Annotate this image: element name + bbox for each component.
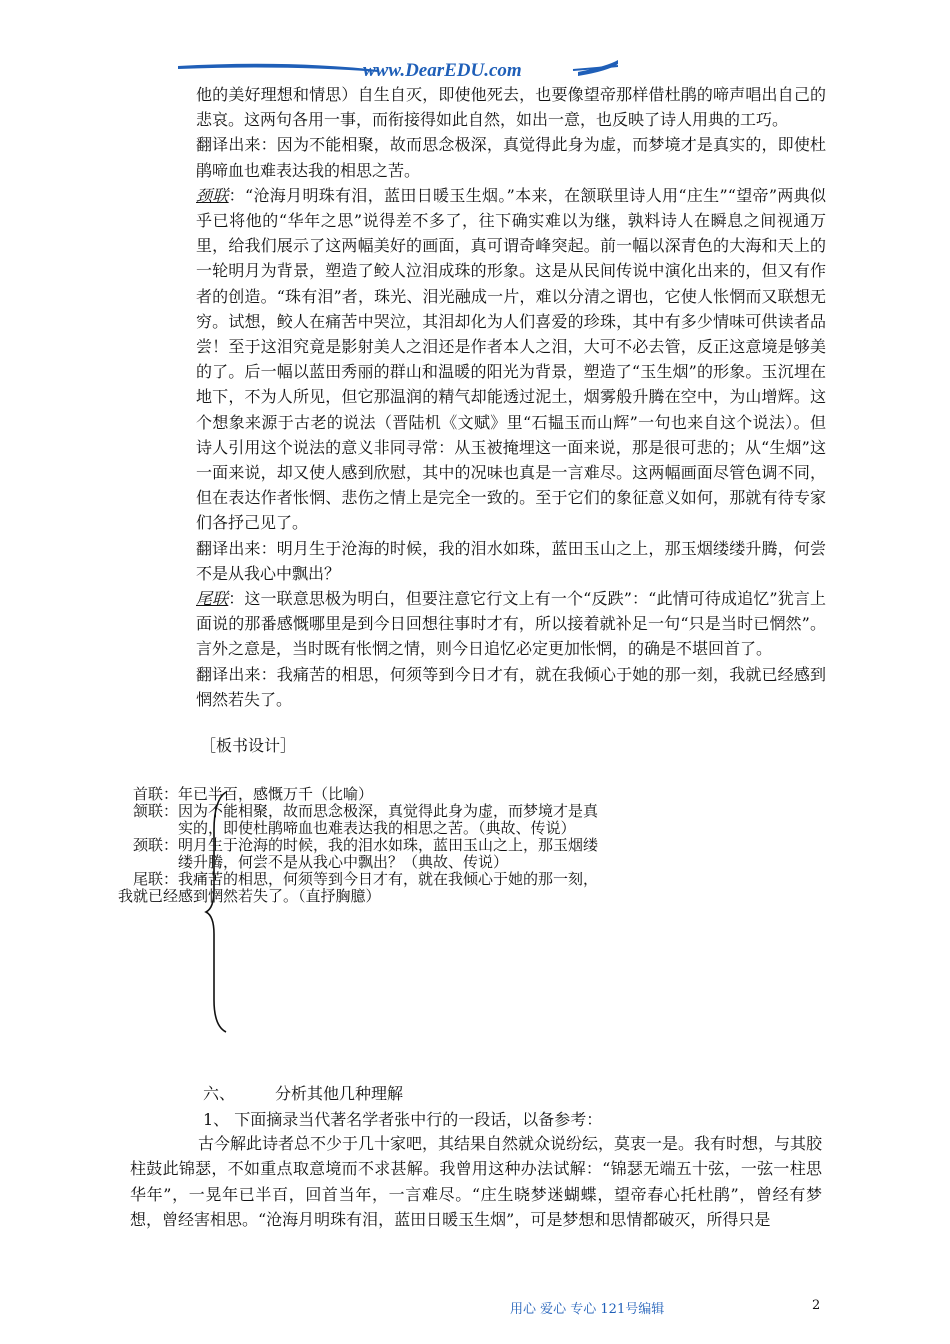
board-row: 颈联：明月生于沧海的时候，我的泪水如珠，蓝田玉山之上，那玉烟缕 [132, 836, 599, 854]
board-row: 颔联：因为不能相聚，故而思念极深，真觉得此身为虚，而梦境才是真 [132, 802, 599, 820]
board-row-cont: 实的，即使杜鹃啼血也难表达我的相思之苦。（典故、传说） [178, 819, 576, 837]
section-heading: 六、 分析其他几种理解 [203, 1084, 404, 1103]
board-row: 首联：年已半百，感慨万千（比喻） [132, 785, 374, 803]
footer-text: 用心 爱心 专心 121号编辑 [510, 1302, 665, 1317]
paragraph: 翻译出来：明月生于沧海的时候，我的泪水如珠，蓝田玉山之上，那玉烟缕缕升腾，何尝不是从我心中飘出？ [196, 538, 826, 583]
board-design [118, 786, 658, 905]
board-row-cont: 缕升腾，何尝不是从我心中飘出？（典故、传说） [178, 853, 509, 871]
paragraph: 颈联：“沧海月明珠有泪，蓝田日暖玉生烟。”本来，在颔联里诗人用“庄生”“望帝”两典似乎已将他的“华年之思”说得差不多了，往下确实难以为继，孰料诗人在瞬息之间视通万里，给我们展示了这两幅美好的画面，真可谓奇峰突起。前一幅以深青色的大海和天上的一轮明月为背景，塑造了鲛人泣泪成珠的形象。这是从民间传说中演化出来的，但又有作者的创造。“珠有泪”者，珠光、泪光融成一片，难以分清之谓也，它使人怅惘而又联想无穷。试想，鲛人在痛苦中哭泣，其泪却化为人们喜爱的珍珠，其中有多少情味可供读者品尝！至于这泪究竟是影射美人之泪还是作者本人之泪，大可不必去管，反正这意境是够美的了。后一幅以蓝田秀丽的群山和温暖的阳光为背景，塑造了“玉生烟”的形象。玉沉埋在地下，不为人所见，但它那温润的精气却能透过泥土，烟雾般升腾在空中，为山增辉。这个想象来源于古老的说法（晋陆机《文赋》里“石韫玉而山辉”一句也来自这个说法）。但诗人引用这个说法的意义非同寻常：从玉被掩埋这一面来说，那是很可悲的；从“生烟”这一面来说，却又使人感到欣慰，其中的况味也真是一言难尽。这两幅画面尽管色调不同，但在表达作者怅惘、悲伤之情上是完全一致的。至于它们的象征意义如何，那就有待专家们各抒己见了。 [196, 185, 826, 533]
page-number: 2 [812, 1298, 821, 1313]
section-label: 尾联 [196, 589, 229, 609]
board-row: 尾联：我痛苦的相思，何须等到今日才有，就在我倾心于她的那一刻， [132, 870, 599, 888]
paragraph: 翻译出来：因为不能相聚，故而思念极深，真觉得此身为虚，而梦境才是真实的，即使杜鹃啼血也难表达我的相思之苦。 [196, 135, 826, 180]
site-url: www.DearEDU.com [363, 60, 522, 81]
paragraph: 翻译出来：我痛苦的相思，何须等到今日才有，就在我倾心于她的那一刻，我就已经感到惘然若失了。 [196, 664, 826, 709]
paragraph: 他的美好理想和情思）自生自灭，即使他死去，也要像望帝那样借杜鹃的啼声唱出自己的悲哀。这两句各用一事，而衔接得如此自然，如出一意，也反映了诗人用典的工巧。 [196, 85, 826, 130]
left-brace-icon [204, 790, 234, 1035]
section-label: 颈联 [196, 185, 229, 205]
paragraph: 尾联：这一联意思极为明白，但要注意它行文上有一个“反跌”：“此情可待成追忆”犹言上面说的那番感慨哪里是到今日回想往事时才有，所以接着就补足一句“只是当时已惘然”。言外之意是，当时既有怅惘之情，则今日追忆必定更加怅惘，的确是不堪回首了。 [196, 589, 826, 659]
quote-block: 古今解此诗者总不少于几十家吧，其结果自然就众说纷纭，莫衷一是。我有时想，与其胶柱鼓此锦瑟，不如重点取意境而不求甚解。我曾用这种办法试解：“锦瑟无端五十弦，一弦一柱思华年”，一晃年已半百，回首当年，一言难尽。“庄生晓梦迷蝴蝶，望帝春心托杜鹃”，曾经有梦想，曾经害相思。“沧海月明珠有泪，蓝田日暖玉生烟”，可是梦想和思情都破灭，所得只是 [130, 1134, 823, 1230]
board-row-cont: 我就已经感到惘然若失了。（直抒胸臆） [118, 887, 381, 905]
board-design-title: ［板书设计］ [200, 736, 297, 755]
main-text [196, 82, 826, 712]
list-item: 1、 下面摘录当代著名学者张中行的一段话，以备参考： [203, 1110, 603, 1129]
